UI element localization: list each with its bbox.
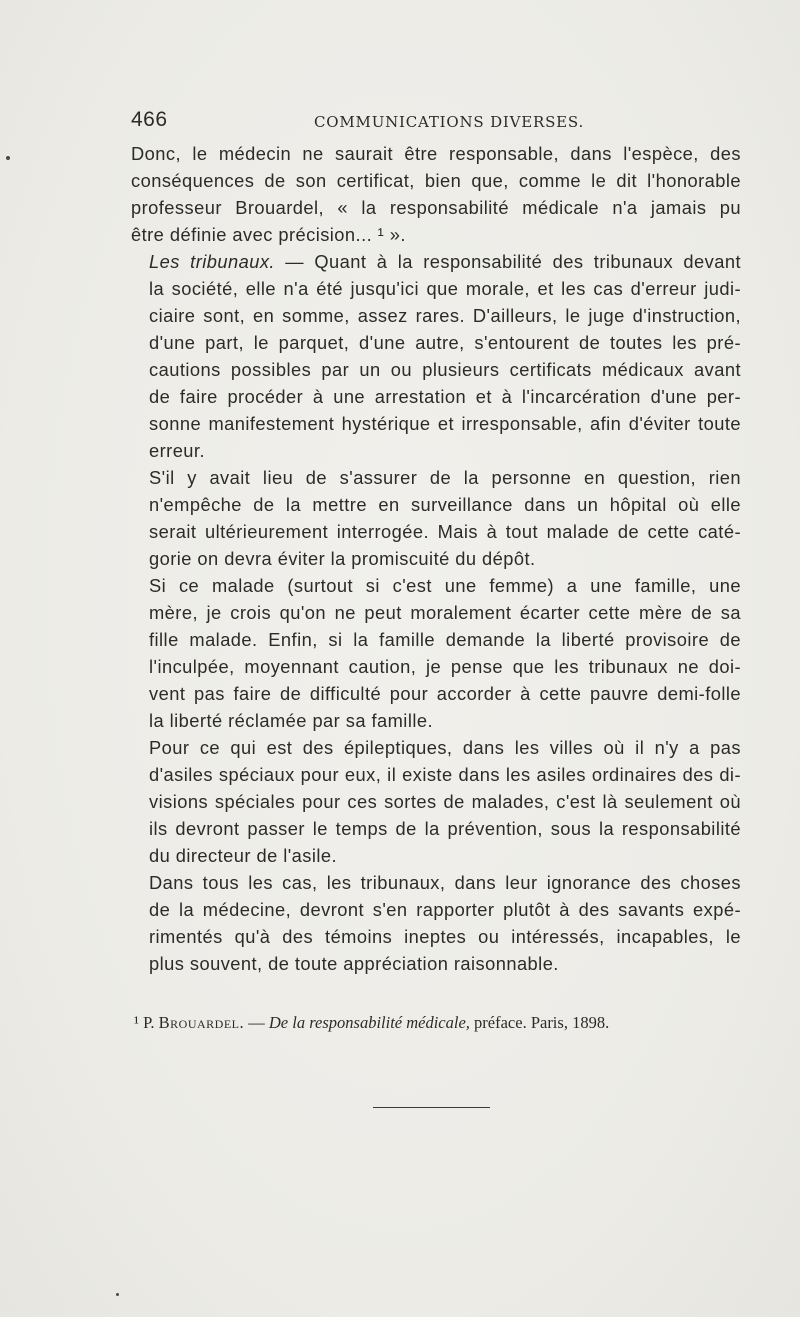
text-line: erreur. bbox=[149, 440, 205, 461]
running-head: COMMUNICATIONS DIVERSES. bbox=[314, 113, 585, 131]
text-line: fille malade. Enfin, si la famille demande la liberté provisoire de bbox=[149, 629, 741, 650]
text-line: gorie on devra éviter la promiscuité du dépôt. bbox=[149, 548, 536, 569]
text-line: mère, je crois qu'on ne peut moralement écarter cette mère de sa bbox=[149, 602, 741, 623]
text-line: serait ultérieurement interrogée. Mais à tout malade de cette caté- bbox=[149, 521, 741, 542]
text-line: n'empêche de la mettre en surveillance dans un hôpital où elle bbox=[149, 494, 741, 515]
text-line: cautions possibles par un ou plusieurs certificats médicaux avant bbox=[149, 359, 741, 380]
footnote bbox=[134, 1013, 744, 1033]
text-line: Pour ce qui est des épileptiques, dans les villes où il n'y a pas bbox=[149, 737, 741, 758]
ink-speck bbox=[116, 1293, 119, 1296]
text-line: l'inculpée, moyennant caution, je pense que les tribunaux ne doi- bbox=[149, 656, 741, 677]
footnote-title: De la responsabilité médicale, bbox=[268, 1013, 470, 1032]
text-line: conséquences de son certificat, bien que, comme le dit l'honorable bbox=[131, 170, 741, 191]
text-line: sonne manifestement hystérique et irresponsable, afin d'éviter toute bbox=[149, 413, 741, 434]
paragraph-3 bbox=[131, 464, 741, 572]
text-line: S'il y avait lieu de s'assurer de la personne en question, rien bbox=[149, 467, 741, 488]
text-line: professeur Brouardel, « la responsabilité médicale n'a jamais pu bbox=[131, 197, 741, 218]
footnote-dash: — bbox=[244, 1013, 269, 1032]
text-line bbox=[131, 248, 741, 275]
body-text bbox=[131, 140, 741, 977]
paragraph-4 bbox=[131, 572, 741, 734]
text-line: vent pas faire de difficulté pour accorder à cette pauvre demi-folle bbox=[149, 683, 741, 704]
text-line: rimentés qu'à des témoins ineptes ou intéressés, incapables, le bbox=[149, 926, 741, 947]
paragraph-6 bbox=[131, 869, 741, 977]
text-line: plus souvent, de toute appréciation raisonnable. bbox=[149, 953, 559, 974]
text-line: être définie avec précision... ¹ ». bbox=[131, 224, 406, 245]
footnote-rest: préface. Paris, 1898. bbox=[469, 1013, 610, 1032]
text-line: de faire procéder à une arrestation et à l'incarcération d'une per- bbox=[149, 386, 741, 407]
text-line: la société, elle n'a été jusqu'ici que morale, et les cas d'erreur judi- bbox=[149, 278, 741, 299]
text-line: ciaire sont, en somme, assez rares. D'ailleurs, le juge d'instruction, bbox=[149, 305, 741, 326]
text-line: Dans tous les cas, les tribunaux, dans leur ignorance des choses bbox=[149, 872, 741, 893]
text-line: ils devront passer le temps de la prévention, sous la responsabilité bbox=[149, 818, 741, 839]
paragraph-1 bbox=[131, 140, 741, 248]
paragraph-5 bbox=[131, 734, 741, 869]
text-line: Donc, le médecin ne saurait être responsable, dans l'espèce, des bbox=[131, 143, 741, 164]
text-line: d'une part, le parquet, d'une autre, s'entourent de toutes les pré- bbox=[149, 332, 741, 353]
text-run: — Quant à la responsabilité des tribunaux devant bbox=[274, 251, 741, 272]
page-header bbox=[131, 108, 741, 138]
page-number: 466 bbox=[131, 108, 168, 131]
ink-speck bbox=[6, 156, 10, 160]
end-rule bbox=[373, 1107, 490, 1108]
footnote-marker: ¹ P. bbox=[134, 1013, 159, 1032]
footnote-author: Brouardel. bbox=[158, 1013, 245, 1032]
text-line: la liberté réclamée par sa famille. bbox=[149, 710, 433, 731]
text-line: de la médecine, devront s'en rapporter plutôt à des savants expé- bbox=[149, 899, 741, 920]
text-line: Si ce malade (surtout si c'est une femme) a une famille, une bbox=[149, 575, 741, 596]
text-line: visions spéciales pour ces sortes de malades, c'est là seulement où bbox=[149, 791, 741, 812]
text-line: d'asiles spéciaux pour eux, il existe dans les asiles ordinaires des di- bbox=[149, 764, 741, 785]
text-line: du directeur de l'asile. bbox=[149, 845, 338, 866]
section-lead: Les tribunaux. bbox=[149, 251, 275, 272]
paragraph-2 bbox=[131, 248, 741, 464]
